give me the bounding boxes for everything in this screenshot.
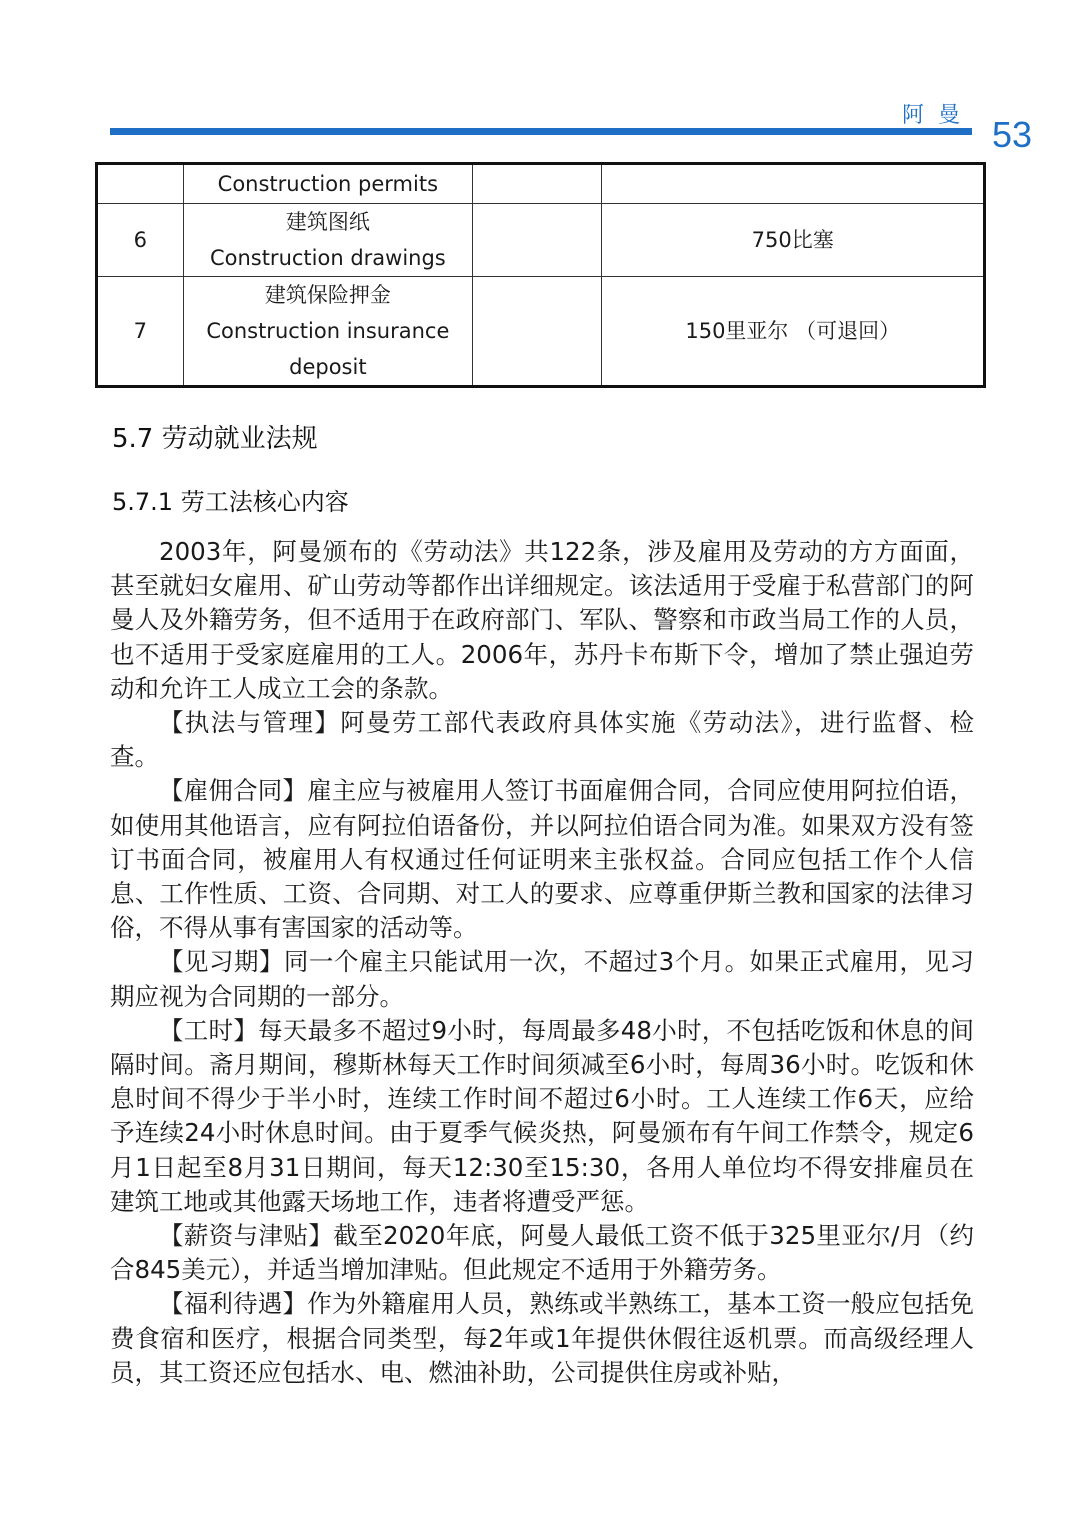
table-cell-item bbox=[183, 204, 472, 277]
paragraph-enforcement bbox=[110, 706, 974, 774]
paragraph-tag: 【见习期】 bbox=[159, 947, 284, 977]
table-cell-no bbox=[97, 164, 184, 204]
header-divider bbox=[110, 128, 972, 135]
item-en: Construction insurance bbox=[206, 319, 450, 343]
table-row bbox=[97, 277, 985, 387]
paragraph-text: 每天最多不超过9小时，每周最多48小时，不包括吃饭和休息的间隔时间。斋月期间，穆斯林每天工作时间须减至6小时，每周36小时。吃饭和休息时间不得少于半小时，连续工作时间不超过6小时。工人连续工作6天，应给予连续24小时休息时间。由于夏季气候炎热，阿曼颁布有午间工作禁令，规定6月1日起至8月31日期间，每天12:30至15:30，各用人单位均不得安排雇员在建筑工地或其他露天场地工作，违者将遭受严惩。 bbox=[110, 1015, 974, 1216]
paragraph-benefits bbox=[110, 1287, 974, 1390]
page-number: 53 bbox=[992, 114, 1033, 155]
item-en: Construction permits bbox=[217, 172, 439, 196]
paragraph-text: 阿曼劳工部代表政府具体实施《劳动法》，进行监督、检查。 bbox=[110, 708, 974, 772]
paragraph-wages bbox=[110, 1219, 974, 1287]
table-cell-fee: 750比塞 bbox=[602, 204, 985, 277]
paragraph-tag: 【工时】 bbox=[159, 1015, 259, 1045]
table-row bbox=[97, 164, 985, 204]
table-cell-fee bbox=[602, 164, 985, 204]
table-cell-item bbox=[183, 277, 472, 387]
table-cell-note bbox=[473, 164, 602, 204]
table-row bbox=[97, 204, 985, 277]
paragraph-tag: 【薪资与津贴】 bbox=[159, 1221, 334, 1251]
table-cell-no: 7 bbox=[97, 277, 184, 387]
table-cell-item bbox=[183, 164, 472, 204]
paragraph-working-hours bbox=[110, 1014, 974, 1219]
paragraph-text: 同一个雇主只能试用一次，不超过3个月。如果正式雇用，见习期应视为合同期的一部分。 bbox=[110, 947, 975, 1011]
body-text bbox=[110, 535, 974, 1390]
item-zh: 建筑图纸 bbox=[285, 210, 370, 234]
paragraph-text: 截至2020年底，阿曼人最低工资不低于325里亚尔/月（约合845美元），并适当增加津贴。但此规定不适用于外籍劳务。 bbox=[110, 1221, 974, 1285]
subsection-heading: 5.7.1 劳工法核心内容 bbox=[112, 488, 349, 516]
item-zh: 建筑保险押金 bbox=[264, 283, 391, 307]
paragraph-tag: 【福利待遇】 bbox=[159, 1289, 308, 1319]
paragraph-tag: 【执法与管理】 bbox=[159, 708, 341, 738]
item-en: Construction drawings bbox=[209, 246, 446, 270]
table-cell-note bbox=[473, 277, 602, 387]
fee-table bbox=[95, 162, 986, 388]
paragraph-text: 2003年，阿曼颁布的《劳动法》共122条，涉及雇用及劳动的方方面面，甚至就妇女雇用、矿山劳动等都作出详细规定。该法适用于受雇于私营部门的阿曼人及外籍劳务，但不适用于在政府部门、军队、警察和市政当局工作的人员，也不适用于受家庭雇用的工人。2006年，苏丹卡布斯下令，增加了禁止强迫劳动和允许工人成立工会的条款。 bbox=[110, 537, 974, 703]
table-cell-note bbox=[473, 204, 602, 277]
paragraph-contract bbox=[110, 774, 974, 945]
paragraph-text: 作为外籍雇用人员，熟练或半熟练工，基本工资一般应包括免费食宿和医疗，根据合同类型，每2年或1年提供休假往返机票。而高级经理人员，其工资还应包括水、电、燃油补助，公司提供住房或补贴， bbox=[110, 1289, 974, 1387]
paragraph-intro bbox=[110, 535, 974, 706]
section-heading: 5.7 劳动就业法规 bbox=[112, 424, 318, 454]
table-cell-no: 6 bbox=[97, 204, 184, 277]
table-cell-fee: 150里亚尔 （可退回） bbox=[602, 277, 985, 387]
paragraph-probation bbox=[110, 945, 974, 1013]
item-en-continued: deposit bbox=[289, 355, 367, 379]
paragraph-text: 雇主应与被雇用人签订书面雇佣合同，合同应使用阿拉伯语，如使用其他语言，应有阿拉伯语备份，并以阿拉伯语合同为准。如果双方没有签订书面合同，被雇用人有权通过任何证明来主张权益。合同应包括工作个人信息、工作性质、工资、合同期、对工人的要求、应尊重伊斯兰教和国家的法律习俗，不得从事有害国家的活动等。 bbox=[110, 776, 974, 943]
header-country-label: 阿曼 bbox=[902, 103, 975, 128]
paragraph-tag: 【雇佣合同】 bbox=[159, 776, 308, 806]
